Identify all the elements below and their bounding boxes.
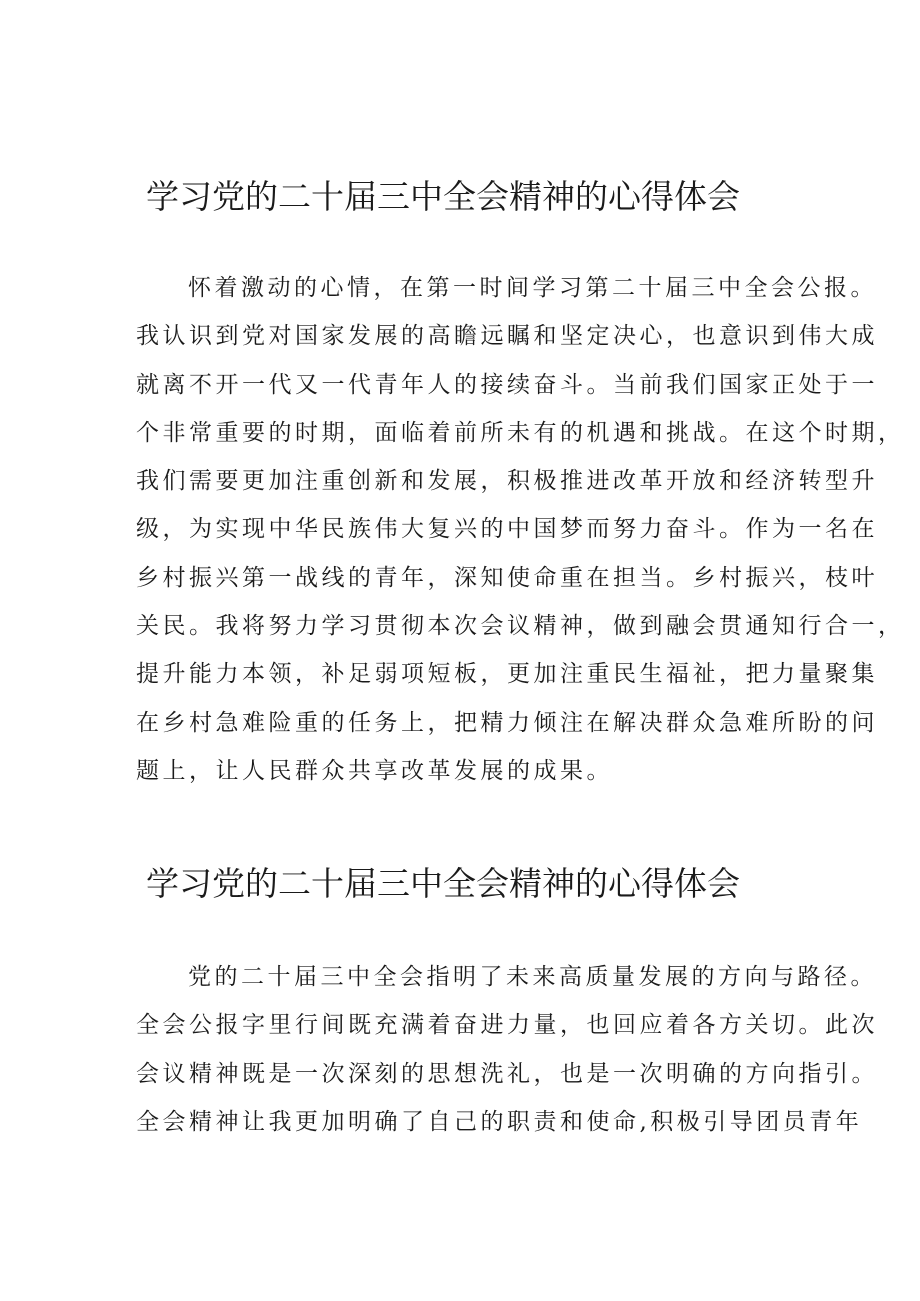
paragraph-line: 个非常重要的时期，面临着前所未有的机遇和挑战。在这个时期， xyxy=(136,419,905,446)
paragraph-line: 关民。我将努力学习贯彻本次会议精神，做到融会贯通知行合一， xyxy=(136,613,905,640)
paragraph-line: 级，为实现中华民族伟大复兴的中国梦而努力奋斗。作为一名在 xyxy=(136,516,878,543)
paragraph-line: 就离不开一代又一代青年人的接续奋斗。当前我们国家正处于一 xyxy=(136,371,878,398)
section-2-paragraph xyxy=(136,953,878,1146)
section-2-title: 学习党的二十届三中全会精神的心得体会 xyxy=(146,864,740,903)
paragraph-line-text: 党的二十届三中全会指明了未来高质量发展的方向与路径。 xyxy=(188,964,877,990)
section-1-paragraph xyxy=(136,264,905,795)
paragraph-line: 乡村振兴第一战线的青年，深知使命重在担当。乡村振兴，枝叶 xyxy=(136,564,878,591)
paragraph-line: 提升能力本领，补足弱项短板，更加注重民生福祉，把力量聚集 xyxy=(136,661,878,688)
paragraph-line: 全会公报字里行间既充满着奋进力量，也回应着各方关切。此次 xyxy=(136,1012,878,1039)
paragraph-line xyxy=(136,953,877,1001)
paragraph-line: 全会精神让我更加明确了自己的职责和使命,积极引导团员青年 xyxy=(136,1108,863,1135)
paragraph-line: 我认识到党对国家发展的高瞻远瞩和坚定决心，也意识到伟大成 xyxy=(136,323,878,350)
section-1-title: 学习党的二十届三中全会精神的心得体会 xyxy=(146,177,740,216)
paragraph-line: 会议精神既是一次深刻的思想洗礼，也是一次明确的方向指引。 xyxy=(136,1060,878,1087)
paragraph-line-text: 怀着激动的心情，在第一时间学习第二十届三中全会公报。 xyxy=(188,275,877,301)
paragraph-line xyxy=(136,264,877,312)
paragraph-line: 我们需要更加注重创新和发展，积极推进改革开放和经济转型升 xyxy=(136,468,878,495)
paragraph-line: 题上，让人民群众共享改革发展的成果。 xyxy=(136,757,613,784)
paragraph-line: 在乡村急难险重的任务上，把精力倾注在解决群众急难所盼的问 xyxy=(136,709,878,736)
